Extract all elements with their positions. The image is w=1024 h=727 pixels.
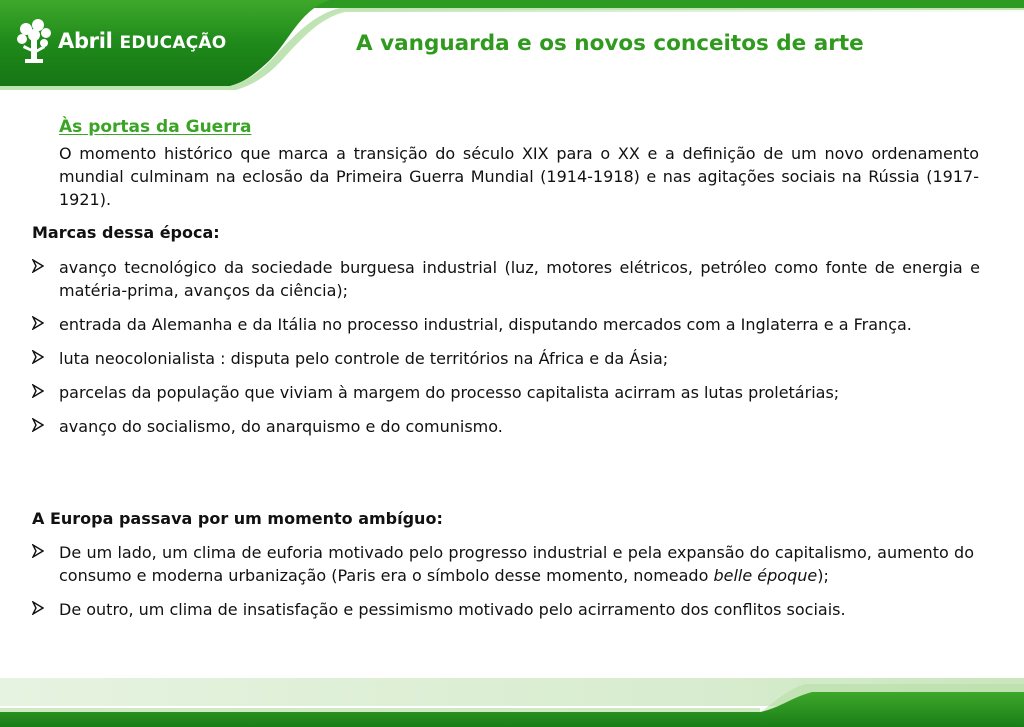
arrowhead-bullet-icon <box>32 316 44 330</box>
arrowhead-bullet-icon <box>32 544 44 558</box>
list-item <box>32 256 980 302</box>
arrowhead-bullet-icon <box>32 259 44 273</box>
europa-list <box>32 541 974 632</box>
brand-subtitle: EDUCAÇÃO <box>119 33 227 53</box>
list-item <box>32 381 980 404</box>
abril-educacao-logo <box>14 16 226 66</box>
tree-logo-icon <box>14 17 54 65</box>
list-item <box>32 347 980 370</box>
list-item <box>32 415 980 438</box>
marcas-list <box>32 256 980 449</box>
list-item-text <box>59 543 974 585</box>
footer-band-graphic <box>0 672 1024 727</box>
list-item-text: De outro, um clima de insatisfação e pessimismo motivado pelo acirramento dos conflitos sociais. <box>59 600 846 619</box>
europa-title: A Europa passava por um momento ambíguo: <box>32 509 443 528</box>
list-item-text: parcelas da população que viviam à margem do processo capitalista acirram as lutas proletárias; <box>59 383 840 402</box>
section-heading: Às portas da Guerra <box>59 117 252 137</box>
arrowhead-bullet-icon <box>32 418 44 432</box>
list-item-text-part: De um lado, um clima de euforia motivado pelo progresso industrial e pela expansão do capitalismo, aumento do consumo e moderna urbanização (Paris era o símbolo desse momento, nomeado <box>59 543 974 585</box>
list-item-text: avanço do socialismo, do anarquismo e do comunismo. <box>59 417 503 436</box>
arrowhead-bullet-icon <box>32 384 44 398</box>
page-title: A vanguarda e os novos conceitos de arte <box>356 31 864 56</box>
arrowhead-bullet-icon <box>32 601 44 615</box>
list-item <box>32 598 974 621</box>
header-banner <box>0 0 1024 90</box>
list-item-text-part: ); <box>817 566 829 585</box>
list-item <box>32 313 980 336</box>
list-item-text: luta neocolonialista : disputa pelo controle de territórios na África e da Ásia; <box>59 349 669 368</box>
brand-name: Abril <box>58 29 113 53</box>
intro-paragraph: O momento histórico que marca a transição do século XIX para o XX e a definição de um novo ordenamento mundial culminam na eclosão da Primeira Guerra Mundial (1914-1918) e nas agitações sociais na Rússia (1917-1921). <box>59 144 979 209</box>
marcas-title: Marcas dessa época: <box>32 223 220 242</box>
list-item-text: entrada da Alemanha e da Itália no processo industrial, disputando mercados com a Inglaterra e a França. <box>59 315 912 334</box>
belle-epoque-term: belle époque <box>713 566 818 585</box>
list-item <box>32 541 974 587</box>
list-item-text: avanço tecnológico da sociedade burguesa industrial (luz, motores elétricos, petróleo como fonte de energia e matéria-prima, avanços da ciência); <box>59 258 980 300</box>
arrowhead-bullet-icon <box>32 350 44 364</box>
